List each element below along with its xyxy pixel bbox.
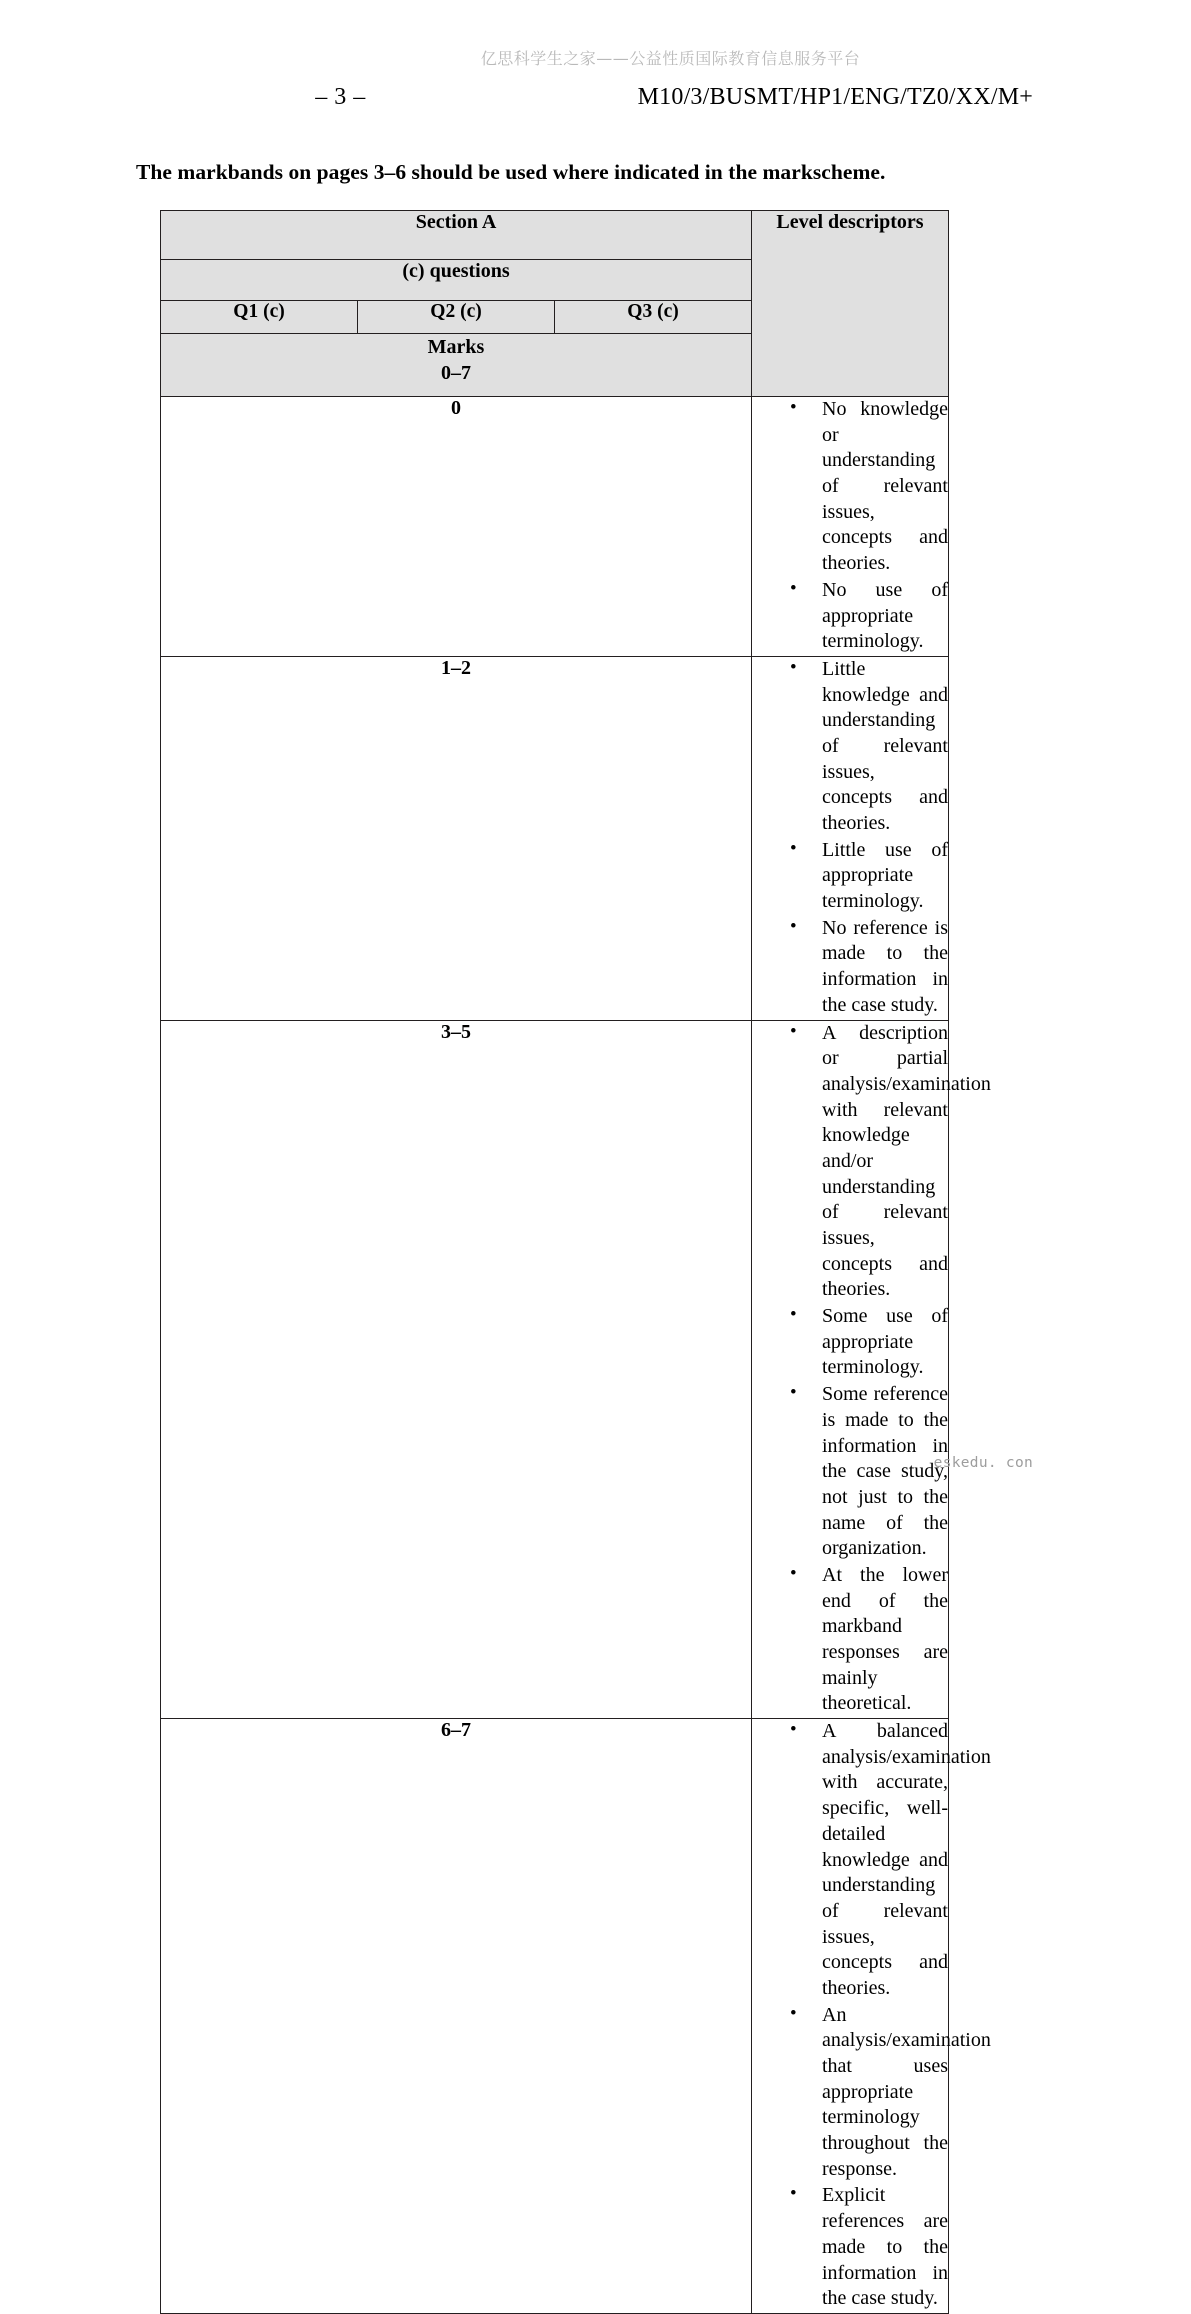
descriptor-text: • Some reference is made to the information in the case study, not just to the name of the organization. xyxy=(822,1383,948,1560)
footer-watermark: eskedu. con xyxy=(933,1455,1033,1471)
descriptor-text: • No reference is made to the information in the case study. xyxy=(822,916,948,1016)
descriptor-text: • No use of appropriate terminology. xyxy=(822,578,948,653)
list-item xyxy=(788,1382,948,1562)
list-item xyxy=(788,1563,948,1717)
questions-header-cell: (c) questions xyxy=(161,260,752,301)
table-header-row-section xyxy=(161,211,949,260)
table-row xyxy=(161,656,949,1020)
intro-instruction: The markbands on pages 3–6 should be used where indicated in the markscheme. xyxy=(136,160,886,184)
descriptor-text: • Explicit references are made to the information in the case study. xyxy=(822,2184,948,2310)
question-column-q3: Q3 (c) xyxy=(555,301,752,334)
descriptor-text: • Little knowledge and understanding of relevant issues, concepts and theories. xyxy=(822,657,948,834)
list-item xyxy=(788,2003,991,2183)
descriptor-list xyxy=(752,397,948,655)
mark-band-value: 0 xyxy=(161,397,752,657)
list-item xyxy=(788,578,948,655)
level-descriptors-cell xyxy=(752,656,949,1020)
level-descriptors-cell xyxy=(752,1719,991,2314)
list-item xyxy=(788,838,948,915)
table-row xyxy=(161,1719,949,2314)
list-item xyxy=(788,657,948,837)
list-item xyxy=(788,1021,991,1304)
descriptor-text: • An analysis/examination that uses appropriate terminology throughout the response. xyxy=(822,2003,991,2180)
marks-range: 0–7 xyxy=(441,362,471,385)
exam-code: M10/3/BUSMT/HP1/ENG/TZ0/XX/M+ xyxy=(637,84,1033,110)
list-item xyxy=(788,1719,991,2002)
mark-band-value: 6–7 xyxy=(161,1719,752,2314)
table-row xyxy=(161,397,949,657)
descriptor-text: • Some use of appropriate terminology. xyxy=(822,1305,948,1379)
list-item xyxy=(788,916,948,1019)
question-column-q2: Q2 (c) xyxy=(358,301,555,334)
list-item xyxy=(788,2183,948,2311)
descriptor-text: • No knowledge or understanding of relevant issues, concepts and theories. xyxy=(822,398,948,575)
marks-label: Marks xyxy=(427,336,485,358)
marks-header-cell xyxy=(161,334,752,397)
exam-header xyxy=(0,84,1191,118)
mark-band-value: 3–5 xyxy=(161,1020,752,1719)
list-item xyxy=(788,1304,948,1381)
list-item xyxy=(788,397,948,577)
page-number: – 3 – xyxy=(315,84,366,110)
descriptor-list xyxy=(752,1719,991,2312)
section-header-cell: Section A xyxy=(161,211,752,260)
descriptor-text: • At the lower end of the markband responses are mainly theoretical. xyxy=(822,1563,948,1715)
descriptor-text: • A balanced analysis/examination with accurate, specific, well-detailed knowledge and understanding of relevant issues, concepts and theories. xyxy=(822,1720,991,1999)
site-watermark-header: 亿思科学生之家——公益性质国际教育信息服务平台 xyxy=(480,49,861,68)
question-column-q1: Q1 (c) xyxy=(161,301,358,334)
descriptor-list xyxy=(752,657,948,1019)
descriptor-text: • Little use of appropriate terminology. xyxy=(822,838,948,913)
descriptor-text: • A description or partial analysis/examination with relevant knowledge and/or understanding of relevant issues, concepts and theories. xyxy=(822,1021,991,1301)
level-descriptors-header-cell: Level descriptors xyxy=(752,211,949,397)
mark-band-value: 1–2 xyxy=(161,656,752,1020)
table-row xyxy=(161,1020,949,1719)
level-descriptors-cell xyxy=(752,397,949,657)
